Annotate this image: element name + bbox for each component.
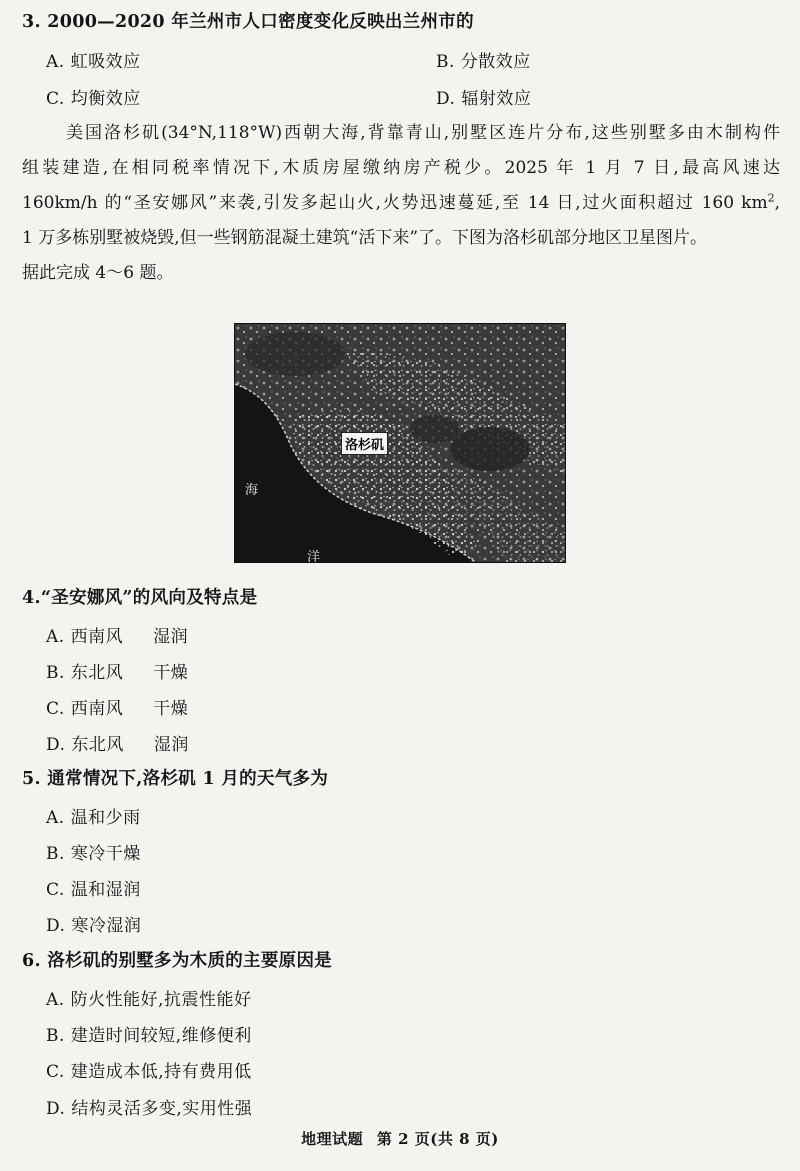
question-4-stem: 4.“圣安娜风”的风向及特点是 [22,588,258,608]
option-d-wind-direction: D. 东北风 [46,735,124,755]
question-3-option-b[interactable]: B. 分散效应 [436,52,531,72]
option-b-wind-direction: B. 东北风 [46,663,124,683]
question-3-option-a[interactable]: A. 虹吸效应 [46,52,141,72]
passage-line-3-text: 160km/h 的“圣安娜风”来袭,引发多起山火,火势迅速蔓延,至 14 日,过火面积超过 160 km [22,193,768,213]
question-5-option-b[interactable]: B. 寒冷干燥 [46,844,141,864]
question-5-option-c[interactable]: C. 温和湿润 [46,880,141,900]
footer-subject: 地理试题 [301,1130,364,1148]
option-a-wind-trait: 湿润 [153,627,189,647]
question-3-option-d[interactable]: D. 辐射效应 [436,89,532,109]
passage-line-1: 美国洛杉矶(34°N,118°W)西朝大海,背靠青山,别墅区连片分布,这些别墅多由木制构件 [66,123,780,143]
question-4-option-d[interactable] [46,730,189,755]
los-angeles-label: 洛杉矶 [341,432,388,455]
question-5-stem: 5. 通常情况下,洛杉矶 1 月的天气多为 [22,769,329,789]
question-5-option-d[interactable]: D. 寒冷湿润 [46,916,142,936]
question-6-option-c[interactable]: C. 建造成本低,持有费用低 [46,1062,252,1082]
passage-line-2: 组装建造,在相同税率情况下,木质房屋缴纳房产税少。2025 年 1 月 7 日,最高风速达 [22,158,780,178]
question-4-option-c[interactable] [46,694,188,719]
question-5-option-a[interactable]: A. 温和少雨 [46,808,141,828]
question-6-option-d[interactable]: D. 结构灵活多变,实用性强 [46,1099,253,1119]
reading-passage [22,116,780,291]
sea-label-hai: 海 [245,483,259,498]
area-unit-superscript: 2 [767,191,775,205]
satellite-image-figure [234,323,566,563]
question-3-option-c[interactable]: C. 均衡效应 [46,89,141,109]
passage-line-4: 1 万多栋别墅被烧毁,但一些钢筋混凝土建筑“活下来”了。下图为洛杉矶部分地区卫星图片。 [22,228,708,248]
passage-line-3-end: , [774,193,780,213]
option-c-wind-direction: C. 西南风 [46,699,124,719]
question-6-option-b[interactable]: B. 建造时间较短,维修便利 [46,1026,252,1046]
question-6-option-a[interactable]: A. 防火性能好,抗震性能好 [46,990,252,1010]
passage-line-5: 据此完成 4～6 题。 [22,263,174,283]
footer-page-number: 第 2 页(共 8 页) [376,1130,499,1148]
question-3-stem: 3. 2000—2020 年兰州市人口密度变化反映出兰州市的 [22,12,474,32]
satellite-image [235,324,565,562]
sea-label-yang: 洋 [307,550,321,563]
option-b-wind-trait: 干燥 [153,663,189,683]
question-6-stem: 6. 洛杉矶的别墅多为木质的主要原因是 [22,951,333,971]
option-c-wind-trait: 干燥 [153,699,189,719]
option-a-wind-direction: A. 西南风 [46,627,124,647]
question-4-option-a[interactable] [46,622,188,647]
option-d-wind-trait: 湿润 [153,735,189,755]
page-footer [0,1128,800,1149]
passage-line-3 [22,186,780,221]
question-4-option-b[interactable] [46,658,188,683]
